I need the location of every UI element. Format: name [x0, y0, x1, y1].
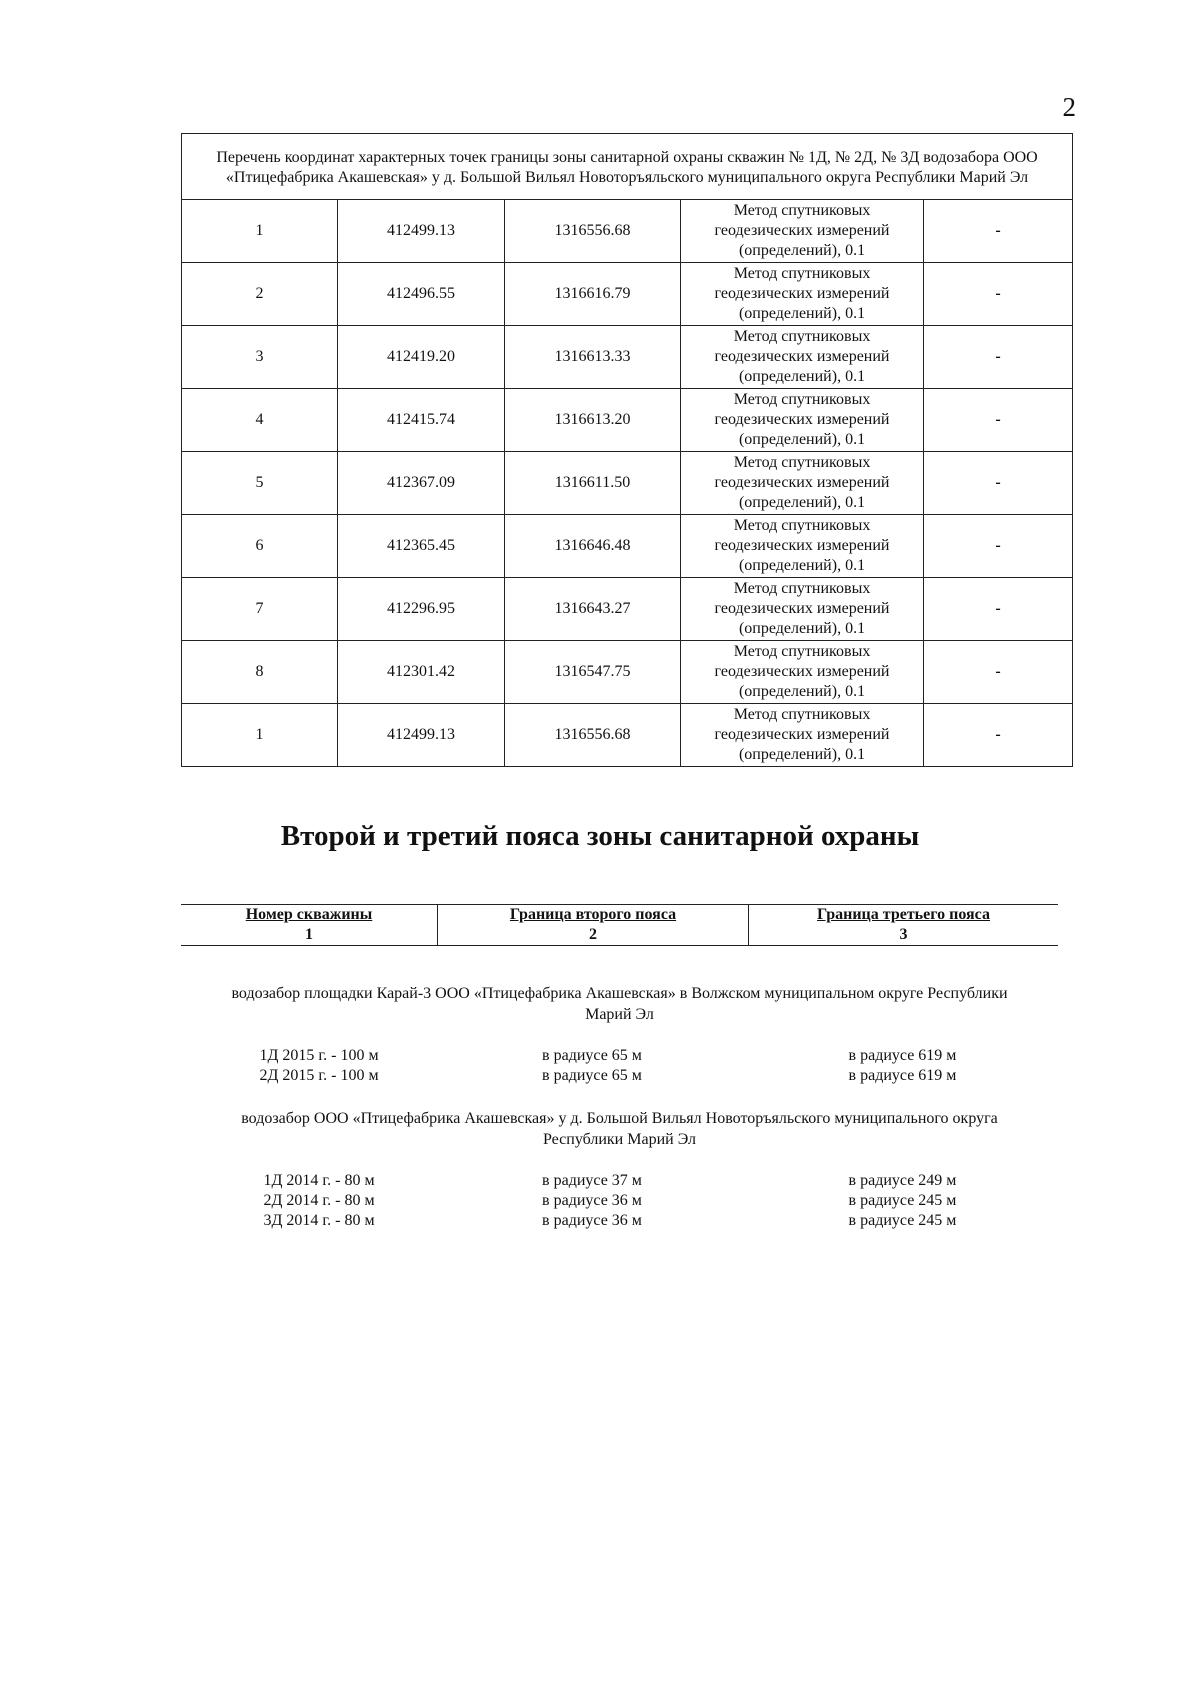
column-number-1: 1	[181, 925, 438, 945]
second-belt-value: в радиусе 36 м	[542, 1192, 642, 1209]
table-row	[182, 452, 1073, 515]
table-row	[182, 326, 1073, 389]
coordinate-y: 1316646.48	[505, 515, 681, 578]
well-id: 1Д 2014 г. - 80 м	[263, 1172, 375, 1189]
belts-table-header	[181, 904, 1058, 946]
column-number-2: 2	[438, 925, 749, 945]
point-number: 4	[182, 389, 338, 452]
coordinate-x: 412296.95	[338, 578, 505, 641]
coordinate-x: 412367.09	[338, 452, 505, 515]
well-id: 2Д 2015 г. - 100 м	[259, 1067, 379, 1084]
measurement-method: Метод спутниковых геодезических измерений (определений), 0.1	[681, 641, 924, 704]
point-number: 1	[182, 704, 338, 767]
point-description: -	[924, 641, 1073, 704]
table-row	[182, 515, 1073, 578]
measurement-method: Метод спутниковых геодезических измерений (определений), 0.1	[681, 515, 924, 578]
third-belt-value: в радиусе 619 м	[848, 1067, 957, 1084]
well-id: 2Д 2014 г. - 80 м	[263, 1192, 375, 1209]
second-belt-value: в радиусе 36 м	[542, 1212, 642, 1229]
coordinate-x: 412365.45	[338, 515, 505, 578]
section-title: Второй и третий пояса зоны санитарной охраны	[280, 820, 920, 852]
well-row	[181, 1066, 1058, 1086]
table-row	[182, 263, 1073, 326]
coordinate-x: 412499.13	[338, 704, 505, 767]
coordinate-x: 412301.42	[338, 641, 505, 704]
well-row	[181, 1171, 1058, 1191]
group-title: водозабор ООО «Птицефабрика Акашевская» у д. Большой Вильял Новоторъяльского муниципального округа Республики Марий Эл	[241, 1110, 998, 1148]
header-well-number: Номер скважины	[181, 905, 438, 925]
group-title: водозабор площадки Карай-3 ООО «Птицефабрика Акашевская» в Волжском муниципальном округе Республики Марий Эл	[231, 985, 1008, 1023]
measurement-method: Метод спутниковых геодезических измерений (определений), 0.1	[681, 200, 924, 263]
table-row	[182, 200, 1073, 263]
coordinate-x: 412419.20	[338, 326, 505, 389]
table-row	[182, 389, 1073, 452]
measurement-method: Метод спутниковых геодезических измерений (определений), 0.1	[681, 704, 924, 767]
well-id: 3Д 2014 г. - 80 м	[263, 1212, 375, 1229]
wells-list	[181, 1171, 1058, 1231]
third-belt-value: в радиусе 619 м	[848, 1047, 957, 1064]
measurement-method: Метод спутниковых геодезических измерений (определений), 0.1	[681, 263, 924, 326]
point-number: 8	[182, 641, 338, 704]
water-intake-group	[181, 983, 1058, 1086]
point-description: -	[924, 263, 1073, 326]
header-third-belt: Граница третьего пояса	[817, 906, 990, 923]
table-row	[182, 704, 1073, 767]
coordinate-x: 412496.55	[338, 263, 505, 326]
coordinate-y: 1316611.50	[505, 452, 681, 515]
table-row	[182, 641, 1073, 704]
coordinate-x: 412499.13	[338, 200, 505, 263]
coordinate-y: 1316613.20	[505, 389, 681, 452]
coordinate-y: 1316613.33	[505, 326, 681, 389]
second-belt-value: в радиусе 65 м	[542, 1067, 642, 1084]
third-belt-value: в радиусе 245 м	[848, 1192, 957, 1209]
point-number: 3	[182, 326, 338, 389]
point-description: -	[924, 452, 1073, 515]
measurement-method: Метод спутниковых геодезических измерений (определений), 0.1	[681, 578, 924, 641]
coordinate-y: 1316547.75	[505, 641, 681, 704]
point-number: 6	[182, 515, 338, 578]
table-row	[182, 578, 1073, 641]
water-intake-group	[181, 1108, 1058, 1231]
well-id: 1Д 2015 г. - 100 м	[259, 1047, 379, 1064]
point-number: 1	[182, 200, 338, 263]
point-number: 5	[182, 452, 338, 515]
coordinate-x: 412415.74	[338, 389, 505, 452]
header-second-belt: Граница второго пояса	[438, 905, 749, 925]
measurement-method: Метод спутниковых геодезических измерений (определений), 0.1	[681, 389, 924, 452]
well-row	[181, 1211, 1058, 1231]
coordinate-y: 1316556.68	[505, 200, 681, 263]
third-belt-value: в радиусе 245 м	[848, 1212, 957, 1229]
third-belt-value: в радиусе 249 м	[848, 1172, 957, 1189]
coordinates-table	[181, 133, 1073, 767]
point-description: -	[924, 389, 1073, 452]
second-belt-value: в радиусе 37 м	[542, 1172, 642, 1189]
coordinate-y: 1316643.27	[505, 578, 681, 641]
point-number: 7	[182, 578, 338, 641]
point-description: -	[924, 704, 1073, 767]
second-belt-value: в радиусе 65 м	[542, 1047, 642, 1064]
measurement-method: Метод спутниковых геодезических измерений (определений), 0.1	[681, 326, 924, 389]
table-caption: Перечень координат характерных точек границы зоны санитарной охраны скважин № 1Д, № 2Д, № 3Д водозабора ООО «Птицефабрика Акашевская» у д. Большой Вильял Новоторъяльского муниципального округа Республики Марий Эл	[182, 134, 1073, 200]
column-number-3: 3	[899, 926, 908, 943]
point-description: -	[924, 326, 1073, 389]
point-description: -	[924, 200, 1073, 263]
well-row	[181, 1191, 1058, 1211]
point-description: -	[924, 515, 1073, 578]
well-row	[181, 1046, 1058, 1066]
page-number: 2	[1062, 92, 1076, 122]
measurement-method: Метод спутниковых геодезических измерений (определений), 0.1	[681, 452, 924, 515]
coordinate-y: 1316616.79	[505, 263, 681, 326]
wells-list	[181, 1046, 1058, 1086]
coordinate-y: 1316556.68	[505, 704, 681, 767]
point-number: 2	[182, 263, 338, 326]
point-description: -	[924, 578, 1073, 641]
